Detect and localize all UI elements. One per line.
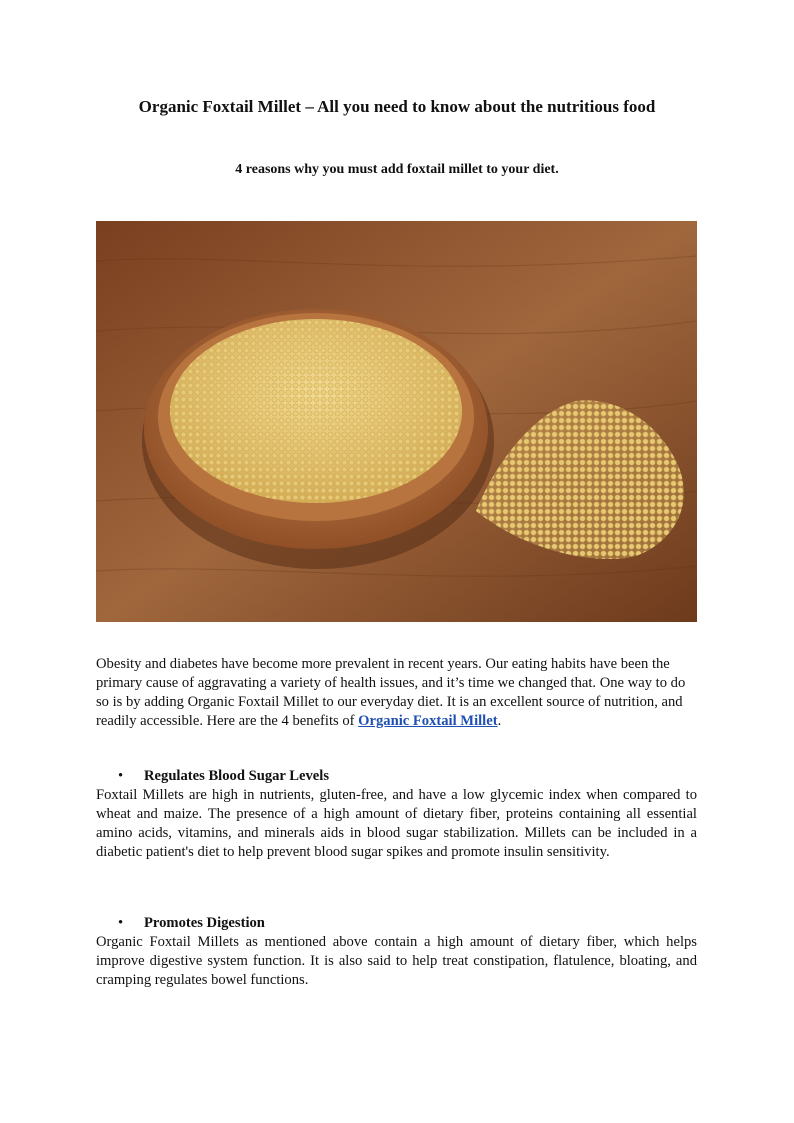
benefit-item (96, 914, 697, 990)
organic-foxtail-millet-link[interactable]: Organic Foxtail Millet (358, 713, 498, 729)
benefit-title (96, 914, 697, 933)
bullet-icon: • (118, 915, 124, 931)
benefit-item (96, 767, 697, 862)
page-title: Organic Foxtail Millet – All you need to know about the nutritious food (138, 97, 656, 116)
millet-bowl-photo (96, 221, 697, 622)
benefit-title-text: Regulates Blood Sugar Levels (144, 768, 330, 784)
intro-suffix: . (497, 713, 502, 729)
intro-text: Obesity and diabetes have become more prevalent in recent years. Our eating habits have been the primary cause of aggravating a variety of health issues, and it’s time we changed that. One way to do so is by adding Organic Foxtail Millet to our everyday diet. It is an excellent source of nutrition, and readily accessible. Here are the 4 benefits of (96, 656, 686, 729)
benefit-body: Organic Foxtail Millets as mentioned above contain a high amount of dietary fiber, which helps improve digestive system function. It is also said to help treat constipation, flatulence, bloating, and cramping regulates bowel functions. (96, 934, 697, 988)
page-subtitle: 4 reasons why you must add foxtail millet to your diet. (235, 162, 559, 177)
benefit-title (96, 767, 697, 786)
bullet-icon: • (118, 768, 124, 784)
benefit-body: Foxtail Millets are high in nutrients, gluten-free, and have a low glycemic index when compared to wheat and maize. The presence of a high amount of dietary fiber, proteins containing all essential amino acids, vitamins, and minerals aids in blood sugar stabilization. Millets can be included in a diabetic patient's diet to help prevent blood sugar spikes and promote insulin sensitivity. (96, 787, 697, 860)
intro-paragraph (96, 655, 697, 731)
benefit-title-text: Promotes Digestion (144, 915, 265, 931)
